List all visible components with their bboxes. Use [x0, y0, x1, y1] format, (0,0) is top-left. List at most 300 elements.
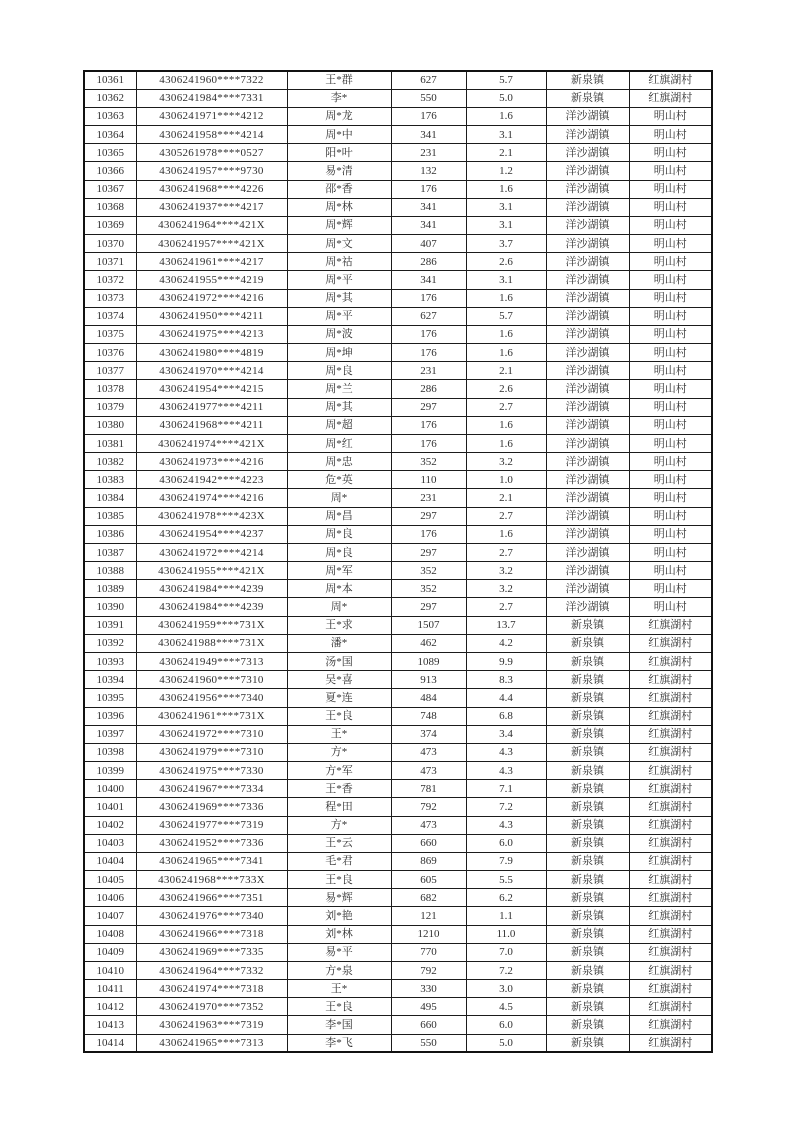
cell-seq: 10393	[84, 653, 136, 671]
cell-id-masked: 4306241964****7332	[136, 961, 287, 979]
cell-seq: 10400	[84, 780, 136, 798]
cell-village: 明山村	[629, 362, 712, 380]
cell-town: 新泉镇	[546, 725, 629, 743]
cell-amount: 462	[391, 634, 466, 652]
table-row	[84, 434, 712, 452]
cell-village: 明山村	[629, 126, 712, 144]
cell-amount: 231	[391, 362, 466, 380]
cell-town: 洋沙湖镇	[546, 398, 629, 416]
cell-amount: 660	[391, 834, 466, 852]
cell-amount: 792	[391, 798, 466, 816]
cell-village: 红旗湖村	[629, 671, 712, 689]
cell-name: 周*波	[287, 325, 391, 343]
cell-village: 红旗湖村	[629, 907, 712, 925]
cell-id-masked: 4306241979****7310	[136, 743, 287, 761]
cell-seq: 10410	[84, 961, 136, 979]
cell-name: 王*云	[287, 834, 391, 852]
cell-name: 周*红	[287, 434, 391, 452]
cell-id-masked: 4306241966****7351	[136, 889, 287, 907]
cell-rate: 1.6	[466, 180, 546, 198]
table-row	[84, 71, 712, 89]
cell-amount: 770	[391, 943, 466, 961]
cell-id-masked: 4306241975****7330	[136, 762, 287, 780]
cell-village: 明山村	[629, 489, 712, 507]
cell-village: 明山村	[629, 271, 712, 289]
cell-amount: 869	[391, 852, 466, 870]
cell-rate: 2.1	[466, 489, 546, 507]
cell-village: 明山村	[629, 543, 712, 561]
cell-name: 毛*君	[287, 852, 391, 870]
cell-town: 新泉镇	[546, 980, 629, 998]
cell-name: 王*	[287, 980, 391, 998]
cell-id-masked: 4306241974****421X	[136, 434, 287, 452]
cell-seq: 10361	[84, 71, 136, 89]
cell-name: 邵*香	[287, 180, 391, 198]
cell-town: 新泉镇	[546, 907, 629, 925]
cell-id-masked: 4306241974****7318	[136, 980, 287, 998]
cell-id-masked: 4306241977****4211	[136, 398, 287, 416]
beneficiary-table	[83, 70, 713, 1053]
cell-rate: 11.0	[466, 925, 546, 943]
cell-town: 洋沙湖镇	[546, 562, 629, 580]
cell-rate: 1.6	[466, 325, 546, 343]
cell-rate: 4.3	[466, 743, 546, 761]
cell-name: 方*军	[287, 762, 391, 780]
cell-amount: 176	[391, 525, 466, 543]
cell-name: 吴*喜	[287, 671, 391, 689]
cell-amount: 286	[391, 253, 466, 271]
cell-rate: 4.2	[466, 634, 546, 652]
cell-id-masked: 4306241965****7313	[136, 1034, 287, 1052]
cell-town: 洋沙湖镇	[546, 380, 629, 398]
cell-rate: 1.1	[466, 907, 546, 925]
cell-id-masked: 4306241984****4239	[136, 598, 287, 616]
cell-id-masked: 4306241949****7313	[136, 653, 287, 671]
table-row	[84, 507, 712, 525]
cell-town: 洋沙湖镇	[546, 162, 629, 180]
cell-town: 新泉镇	[546, 707, 629, 725]
cell-seq: 10372	[84, 271, 136, 289]
cell-town: 新泉镇	[546, 689, 629, 707]
cell-name: 周*平	[287, 271, 391, 289]
cell-name: 周*良	[287, 525, 391, 543]
cell-name: 阳*叶	[287, 144, 391, 162]
cell-town: 新泉镇	[546, 762, 629, 780]
cell-name: 王*香	[287, 780, 391, 798]
table-row	[84, 1034, 712, 1052]
cell-village: 红旗湖村	[629, 798, 712, 816]
cell-amount: 605	[391, 871, 466, 889]
cell-town: 洋沙湖镇	[546, 325, 629, 343]
cell-name: 王*群	[287, 71, 391, 89]
cell-town: 洋沙湖镇	[546, 416, 629, 434]
cell-seq: 10386	[84, 525, 136, 543]
cell-village: 明山村	[629, 434, 712, 452]
cell-village: 明山村	[629, 216, 712, 234]
cell-name: 李*	[287, 89, 391, 107]
cell-id-masked: 4306241968****4226	[136, 180, 287, 198]
cell-name: 周*本	[287, 580, 391, 598]
cell-rate: 6.0	[466, 1016, 546, 1034]
cell-seq: 10369	[84, 216, 136, 234]
cell-rate: 7.1	[466, 780, 546, 798]
cell-seq: 10411	[84, 980, 136, 998]
cell-name: 刘*艳	[287, 907, 391, 925]
table-row	[84, 89, 712, 107]
cell-village: 红旗湖村	[629, 889, 712, 907]
cell-rate: 1.6	[466, 344, 546, 362]
cell-rate: 3.2	[466, 580, 546, 598]
cell-seq: 10363	[84, 107, 136, 125]
cell-amount: 231	[391, 144, 466, 162]
cell-rate: 2.7	[466, 398, 546, 416]
cell-town: 洋沙湖镇	[546, 216, 629, 234]
cell-name: 周*中	[287, 126, 391, 144]
cell-village: 红旗湖村	[629, 653, 712, 671]
cell-amount: 550	[391, 89, 466, 107]
cell-id-masked: 4306241967****7334	[136, 780, 287, 798]
cell-seq: 10389	[84, 580, 136, 598]
cell-seq: 10390	[84, 598, 136, 616]
cell-rate: 5.0	[466, 89, 546, 107]
table-row	[84, 762, 712, 780]
cell-seq: 10394	[84, 671, 136, 689]
cell-seq: 10405	[84, 871, 136, 889]
table-row	[84, 271, 712, 289]
cell-id-masked: 4306241963****7319	[136, 1016, 287, 1034]
cell-village: 明山村	[629, 525, 712, 543]
cell-village: 明山村	[629, 598, 712, 616]
cell-town: 新泉镇	[546, 871, 629, 889]
cell-seq: 10373	[84, 289, 136, 307]
cell-name: 周*	[287, 489, 391, 507]
cell-id-masked: 4306241960****7310	[136, 671, 287, 689]
cell-rate: 2.1	[466, 362, 546, 380]
cell-amount: 286	[391, 380, 466, 398]
cell-id-masked: 4306241942****4223	[136, 471, 287, 489]
cell-rate: 6.2	[466, 889, 546, 907]
cell-name: 周*其	[287, 398, 391, 416]
cell-id-masked: 4306241952****7336	[136, 834, 287, 852]
cell-name: 周*龙	[287, 107, 391, 125]
cell-town: 新泉镇	[546, 852, 629, 870]
cell-amount: 627	[391, 71, 466, 89]
cell-seq: 10377	[84, 362, 136, 380]
cell-id-masked: 4306241975****4213	[136, 325, 287, 343]
cell-rate: 6.8	[466, 707, 546, 725]
cell-rate: 4.4	[466, 689, 546, 707]
cell-village: 明山村	[629, 325, 712, 343]
cell-seq: 10368	[84, 198, 136, 216]
cell-rate: 4.5	[466, 998, 546, 1016]
cell-name: 汤*国	[287, 653, 391, 671]
cell-amount: 297	[391, 598, 466, 616]
cell-name: 易*清	[287, 162, 391, 180]
cell-town: 新泉镇	[546, 961, 629, 979]
table-row	[84, 907, 712, 925]
table-row	[84, 889, 712, 907]
cell-id-masked: 4306241955****421X	[136, 562, 287, 580]
cell-name: 方*	[287, 743, 391, 761]
cell-amount: 231	[391, 489, 466, 507]
table-row	[84, 743, 712, 761]
cell-id-masked: 4306241959****731X	[136, 616, 287, 634]
cell-amount: 121	[391, 907, 466, 925]
cell-amount: 176	[391, 107, 466, 125]
cell-name: 周*忠	[287, 453, 391, 471]
cell-id-masked: 4306241955****4219	[136, 271, 287, 289]
table-row	[84, 216, 712, 234]
cell-seq: 10398	[84, 743, 136, 761]
cell-town: 洋沙湖镇	[546, 289, 629, 307]
cell-rate: 6.0	[466, 834, 546, 852]
cell-town: 洋沙湖镇	[546, 598, 629, 616]
cell-amount: 792	[391, 961, 466, 979]
cell-id-masked: 4306241965****7341	[136, 852, 287, 870]
cell-village: 红旗湖村	[629, 762, 712, 780]
cell-rate: 7.9	[466, 852, 546, 870]
cell-town: 洋沙湖镇	[546, 235, 629, 253]
cell-id-masked: 4306241957****9730	[136, 162, 287, 180]
cell-town: 洋沙湖镇	[546, 253, 629, 271]
cell-seq: 10397	[84, 725, 136, 743]
table-row	[84, 616, 712, 634]
table-row	[84, 634, 712, 652]
cell-village: 红旗湖村	[629, 725, 712, 743]
cell-id-masked: 4306241984****4239	[136, 580, 287, 598]
cell-village: 红旗湖村	[629, 961, 712, 979]
cell-amount: 627	[391, 307, 466, 325]
cell-seq: 10383	[84, 471, 136, 489]
cell-id-masked: 4306241973****4216	[136, 453, 287, 471]
cell-amount: 176	[391, 434, 466, 452]
cell-village: 明山村	[629, 380, 712, 398]
table-row	[84, 453, 712, 471]
cell-town: 洋沙湖镇	[546, 580, 629, 598]
cell-seq: 10413	[84, 1016, 136, 1034]
cell-village: 明山村	[629, 198, 712, 216]
cell-id-masked: 4306241980****4819	[136, 344, 287, 362]
cell-rate: 9.9	[466, 653, 546, 671]
cell-name: 周*林	[287, 198, 391, 216]
cell-village: 红旗湖村	[629, 707, 712, 725]
cell-rate: 3.1	[466, 126, 546, 144]
table-row	[84, 725, 712, 743]
cell-rate: 1.6	[466, 434, 546, 452]
cell-amount: 352	[391, 562, 466, 580]
cell-town: 新泉镇	[546, 780, 629, 798]
cell-seq: 10395	[84, 689, 136, 707]
cell-seq: 10402	[84, 816, 136, 834]
cell-village: 红旗湖村	[629, 689, 712, 707]
cell-amount: 341	[391, 216, 466, 234]
cell-id-masked: 4306241970****4214	[136, 362, 287, 380]
cell-seq: 10409	[84, 943, 136, 961]
cell-name: 周*	[287, 598, 391, 616]
table-row	[84, 289, 712, 307]
cell-amount: 341	[391, 271, 466, 289]
cell-village: 明山村	[629, 253, 712, 271]
cell-amount: 473	[391, 816, 466, 834]
cell-amount: 176	[391, 325, 466, 343]
cell-town: 新泉镇	[546, 671, 629, 689]
cell-village: 明山村	[629, 180, 712, 198]
cell-village: 红旗湖村	[629, 871, 712, 889]
cell-id-masked: 4306241971****4212	[136, 107, 287, 125]
cell-town: 洋沙湖镇	[546, 471, 629, 489]
cell-village: 明山村	[629, 453, 712, 471]
cell-village: 明山村	[629, 289, 712, 307]
cell-amount: 132	[391, 162, 466, 180]
cell-seq: 10408	[84, 925, 136, 943]
cell-name: 周*祜	[287, 253, 391, 271]
cell-name: 程*田	[287, 798, 391, 816]
cell-rate: 7.2	[466, 961, 546, 979]
cell-amount: 374	[391, 725, 466, 743]
cell-id-masked: 4306241970****7352	[136, 998, 287, 1016]
cell-name: 潘*	[287, 634, 391, 652]
table-row	[84, 816, 712, 834]
table-row	[84, 798, 712, 816]
cell-id-masked: 4306241968****4211	[136, 416, 287, 434]
cell-village: 明山村	[629, 344, 712, 362]
cell-id-masked: 4306241972****4216	[136, 289, 287, 307]
table-row	[84, 1016, 712, 1034]
cell-id-masked: 4306241988****731X	[136, 634, 287, 652]
cell-id-masked: 4306241956****7340	[136, 689, 287, 707]
cell-amount: 495	[391, 998, 466, 1016]
cell-village: 明山村	[629, 471, 712, 489]
cell-name: 王*良	[287, 707, 391, 725]
cell-amount: 1089	[391, 653, 466, 671]
cell-rate: 1.6	[466, 416, 546, 434]
table-row	[84, 689, 712, 707]
cell-town: 新泉镇	[546, 653, 629, 671]
cell-amount: 341	[391, 198, 466, 216]
cell-village: 红旗湖村	[629, 816, 712, 834]
cell-seq: 10384	[84, 489, 136, 507]
cell-seq: 10401	[84, 798, 136, 816]
cell-rate: 2.6	[466, 253, 546, 271]
cell-village: 红旗湖村	[629, 1016, 712, 1034]
cell-rate: 3.1	[466, 271, 546, 289]
table-row	[84, 198, 712, 216]
cell-rate: 2.6	[466, 380, 546, 398]
table-row	[84, 253, 712, 271]
cell-rate: 4.3	[466, 816, 546, 834]
cell-name: 王*求	[287, 616, 391, 634]
cell-name: 易*辉	[287, 889, 391, 907]
table-row	[84, 998, 712, 1016]
cell-rate: 7.0	[466, 943, 546, 961]
cell-seq: 10370	[84, 235, 136, 253]
cell-seq: 10391	[84, 616, 136, 634]
table-row	[84, 471, 712, 489]
cell-town: 洋沙湖镇	[546, 434, 629, 452]
cell-id-masked: 4306241969****7335	[136, 943, 287, 961]
cell-town: 新泉镇	[546, 743, 629, 761]
cell-id-masked: 4306241957****421X	[136, 235, 287, 253]
cell-town: 洋沙湖镇	[546, 489, 629, 507]
cell-seq: 10388	[84, 562, 136, 580]
cell-town: 洋沙湖镇	[546, 307, 629, 325]
cell-id-masked: 4306241960****7322	[136, 71, 287, 89]
cell-seq: 10382	[84, 453, 136, 471]
cell-village: 红旗湖村	[629, 1034, 712, 1052]
cell-village: 红旗湖村	[629, 980, 712, 998]
cell-town: 洋沙湖镇	[546, 198, 629, 216]
cell-name: 周*兰	[287, 380, 391, 398]
cell-village: 红旗湖村	[629, 616, 712, 634]
cell-id-masked: 4306241954****4215	[136, 380, 287, 398]
cell-town: 洋沙湖镇	[546, 126, 629, 144]
cell-rate: 1.0	[466, 471, 546, 489]
cell-amount: 682	[391, 889, 466, 907]
cell-town: 洋沙湖镇	[546, 453, 629, 471]
cell-seq: 10375	[84, 325, 136, 343]
table-row	[84, 525, 712, 543]
cell-id-masked: 4306241964****421X	[136, 216, 287, 234]
cell-seq: 10396	[84, 707, 136, 725]
cell-town: 洋沙湖镇	[546, 543, 629, 561]
cell-amount: 297	[391, 507, 466, 525]
cell-seq: 10403	[84, 834, 136, 852]
table-row	[84, 925, 712, 943]
cell-town: 洋沙湖镇	[546, 271, 629, 289]
table-row	[84, 362, 712, 380]
cell-rate: 2.7	[466, 543, 546, 561]
cell-village: 红旗湖村	[629, 925, 712, 943]
cell-town: 新泉镇	[546, 943, 629, 961]
cell-seq: 10365	[84, 144, 136, 162]
cell-id-masked: 4306241984****7331	[136, 89, 287, 107]
cell-name: 李*飞	[287, 1034, 391, 1052]
cell-rate: 3.1	[466, 198, 546, 216]
cell-id-masked: 4306241976****7340	[136, 907, 287, 925]
table-row	[84, 598, 712, 616]
cell-id-masked: 4306241937****4217	[136, 198, 287, 216]
cell-name: 周*良	[287, 362, 391, 380]
cell-seq: 10367	[84, 180, 136, 198]
cell-seq: 10379	[84, 398, 136, 416]
cell-amount: 176	[391, 180, 466, 198]
cell-amount: 484	[391, 689, 466, 707]
cell-seq: 10414	[84, 1034, 136, 1052]
cell-town: 洋沙湖镇	[546, 507, 629, 525]
cell-town: 新泉镇	[546, 834, 629, 852]
cell-town: 洋沙湖镇	[546, 525, 629, 543]
table-row	[84, 489, 712, 507]
cell-name: 夏*连	[287, 689, 391, 707]
cell-amount: 407	[391, 235, 466, 253]
cell-town: 新泉镇	[546, 634, 629, 652]
cell-rate: 4.3	[466, 762, 546, 780]
cell-village: 红旗湖村	[629, 943, 712, 961]
cell-seq: 10371	[84, 253, 136, 271]
cell-rate: 1.6	[466, 107, 546, 125]
cell-amount: 352	[391, 580, 466, 598]
table-row	[84, 980, 712, 998]
table-row	[84, 380, 712, 398]
table-row	[84, 562, 712, 580]
table-row	[84, 325, 712, 343]
cell-village: 明山村	[629, 107, 712, 125]
cell-name: 周*昌	[287, 507, 391, 525]
cell-name: 周*坤	[287, 344, 391, 362]
cell-amount: 110	[391, 471, 466, 489]
cell-id-masked: 4306241974****4216	[136, 489, 287, 507]
table-row	[84, 961, 712, 979]
